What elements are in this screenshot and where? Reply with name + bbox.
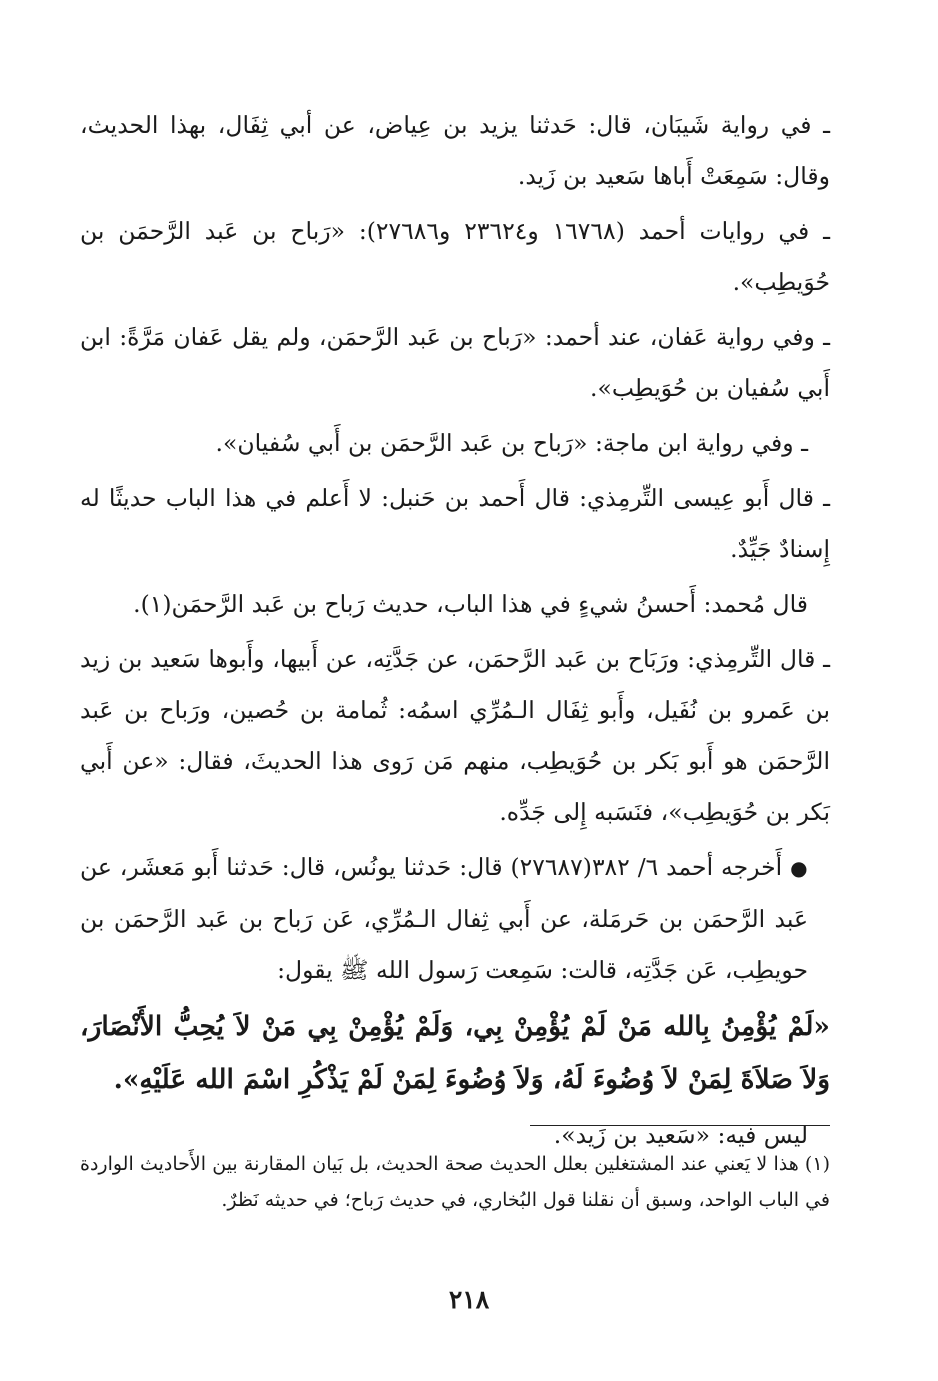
paragraph-takhrij — [80, 842, 830, 996]
closing-note: ليس فيه: «سَعيد بن زَيد». — [553, 1121, 808, 1149]
bullet-icon: ● — [790, 856, 809, 880]
page-number: ٢١٨ — [448, 1285, 490, 1314]
paragraph-shayban-narration: ـ في رواية شَيبَان، قال: حَدثنا يزيد بن عِياض، عن أبي ثِفَال، بهذا الحديث، وقال: سَمِعَتْ أَباها سَعيد بن زَيد. — [80, 111, 830, 190]
footnote-divider — [530, 1125, 830, 1126]
paragraph-tirmidhi-ahmad-quote: ـ قال أَبو عِيسى التِّرمِذي: قال أَحمد بن حَنبل: لا أَعلم في هذا الباب حديثًا له إِسنادٌ جَيِّدٌ. — [80, 484, 830, 563]
takhrij-text: أَخرجه أحمد ٦/ ٣٨٢(٢٧٦٨٧) قال: حَدثنا يونُس، قال: حَدثنا أَبو مَعشَر، عن عَبد الرَّحمَن بن حَرمَلة، عن أَبي ثِفال الـمُرِّي، عَن رَباح بن عَبد الرَّحمَن بن حويطِب، عَن جَدَّتِه، قالت: سَمِعت رَسول الله ﷺ يقول: — [80, 853, 808, 984]
hadith-text: «لَمْ يُؤْمِنُ بِالله مَنْ لَمْ يُؤْمِنْ بِي، وَلَمْ يُؤْمِنْ بِي مَنْ لاَ يُحِبُّ الأَنْصَارَ، وَلاَ صَلاَةَ لِمَنْ لاَ وُضُوءَ لَهُ، وَلاَ وُضُوءَ لِمَنْ لَمْ يَذْكُرِ اسْمَ الله عَلَيْهِ». — [80, 1011, 830, 1095]
paragraph-ibn-majah-narration: ـ وفي رواية ابن ماجة: «رَباح بن عَبد الرَّحمَن بن أَبي سُفيان». — [215, 429, 808, 457]
paragraph-tirmidhi-comment: ـ قال التِّرمِذي: ورَبَاح بن عَبد الرَّحمَن، عن جَدَّتِه، عن أَبيها، وأَبوها سَعيد بن زيد بن عَمرو بن نُفَيل، وأَبو ثِفَال الـمُرِّي اسمُه: ثُمامة بن حُصين، ورَباح بن عَبد الرَّحمَن هو أَبو بَكر بن حُوَيطِب، منهم مَن رَوى هذا الحديثَ، فقال: «عن أَبي بَكر بن حُوَيطِب»، فنَسَبه إِلى جَدِّه. — [80, 645, 830, 826]
footnote: (١) هذا لا يَعني عند المشتغلين بعلل الحديث صحة الحديث، بل بَيان المقارنة بين الأَحاديث الواردة في الباب الواحد، وسبق أن نقلنا قول البُخاري، في حديث رَباح؛ في حديثه نَظرٌ. — [80, 1153, 830, 1211]
paragraph-muhammad-quote: قال مُحمد: أَحسنُ شيءٍ في هذا الباب، حديث رَباح بن عَبد الرَّحمَن(١). — [133, 590, 808, 618]
paragraph-ahmad-narrations: ـ في روايات أحمد (١٦٧٦٨ و٢٣٦٢٤ و٢٧٦٨٦): «رَباح بن عَبد الرَّحمَن بن حُوَيطِب». — [80, 217, 830, 296]
paragraph-affan-narration: ـ وفي رواية عَفان، عند أحمد: «رَباح بن عَبد الرَّحمَن، ولم يقل عَفان مَرَّةً: ابن أَبي سُفيان بن حُوَيطِب». — [80, 323, 830, 402]
